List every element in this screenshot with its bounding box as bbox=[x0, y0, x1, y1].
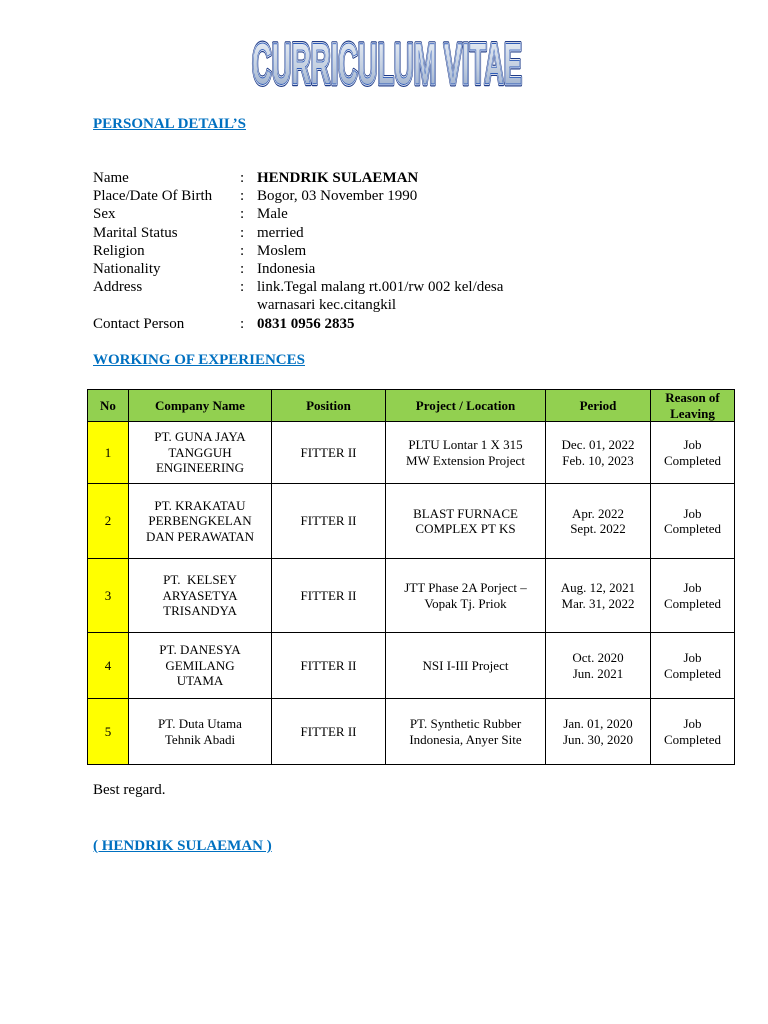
detail-row-birth bbox=[93, 187, 557, 205]
title-outline-outer: CURRICULUM VITAE bbox=[252, 32, 522, 97]
detail-separator: : bbox=[240, 261, 245, 278]
exp-no-cell: 2 bbox=[88, 484, 129, 559]
exp-company-cell: PT. Duta Utama Tehnik Abadi bbox=[129, 699, 272, 765]
personal-details-heading: PERSONAL DETAIL’S bbox=[93, 116, 246, 132]
detail-label: Place/Date Of Birth bbox=[93, 188, 213, 205]
title-outline-inner: CURRICULUM VITAE bbox=[252, 32, 522, 97]
detail-row-religion bbox=[93, 242, 557, 260]
detail-label: Name bbox=[93, 170, 129, 186]
col-header-period: Period bbox=[546, 390, 651, 422]
detail-row-name bbox=[93, 169, 557, 187]
exp-reason-cell: Job Completed bbox=[651, 559, 735, 633]
exp-period-cell: Oct. 2020 Jun. 2021 bbox=[546, 633, 651, 699]
closing-text: Best regard. bbox=[93, 782, 166, 798]
exp-project-cell: BLAST FURNACE COMPLEX PT KS bbox=[386, 484, 546, 559]
detail-label: Address bbox=[93, 279, 143, 296]
exp-position-cell: FITTER II bbox=[272, 559, 386, 633]
detail-row-address bbox=[93, 278, 557, 314]
exp-reason-cell: Job Completed bbox=[651, 699, 735, 765]
cv-title bbox=[248, 32, 532, 97]
exp-position-cell: FITTER II bbox=[272, 633, 386, 699]
detail-row-sex bbox=[93, 205, 557, 223]
detail-row-nationality bbox=[93, 260, 557, 278]
detail-label: Contact Person bbox=[93, 315, 185, 332]
col-header-reason: Reason of Leaving bbox=[651, 390, 735, 422]
exp-reason-cell: Job Completed bbox=[651, 422, 735, 484]
personal-details bbox=[93, 169, 557, 333]
detail-value-name: HENDRIK SULAEMAN bbox=[257, 170, 419, 186]
exp-period-cell: Apr. 2022 Sept. 2022 bbox=[546, 484, 651, 559]
detail-label: Sex bbox=[93, 206, 116, 223]
exp-project-cell: PT. Synthetic Rubber Indonesia, Anyer Site bbox=[386, 699, 546, 765]
exp-position-cell: FITTER II bbox=[272, 422, 386, 484]
exp-company-cell: PT. KRAKATAU PERBENGKELAN DAN PERAWATAN bbox=[129, 484, 272, 559]
detail-value-address: link.Tegal malang rt.001/rw 002 kel/desa warnasari kec.citangkil bbox=[257, 279, 504, 314]
exp-project-cell: NSI I-III Project bbox=[386, 633, 546, 699]
col-header-project: Project / Location bbox=[386, 390, 546, 422]
detail-separator: : bbox=[240, 224, 245, 241]
detail-row-contact bbox=[93, 315, 557, 333]
signature-name: ( HENDRIK SULAEMAN ) bbox=[93, 838, 272, 854]
detail-separator: : bbox=[240, 279, 245, 296]
detail-separator: : bbox=[240, 188, 245, 205]
exp-reason-cell: Job Completed bbox=[651, 484, 735, 559]
detail-value-marital-status: merried bbox=[257, 224, 304, 241]
table-row bbox=[88, 633, 735, 699]
col-header-position: Position bbox=[272, 390, 386, 422]
detail-value-contact: 0831 0956 2835 bbox=[257, 315, 355, 332]
detail-separator: : bbox=[240, 242, 245, 259]
col-header-company: Company Name bbox=[129, 390, 272, 422]
experience-table bbox=[87, 389, 735, 765]
exp-company-cell: PT. GUNA JAYA TANGGUH ENGINEERING bbox=[129, 422, 272, 484]
detail-value-sex: Male bbox=[257, 206, 288, 223]
exp-no-cell: 3 bbox=[88, 559, 129, 633]
col-header-no: No bbox=[88, 390, 129, 422]
exp-no-cell: 5 bbox=[88, 699, 129, 765]
exp-reason-cell: Job Completed bbox=[651, 633, 735, 699]
header-row bbox=[88, 390, 735, 422]
exp-position-cell: FITTER II bbox=[272, 484, 386, 559]
detail-value-religion: Moslem bbox=[257, 242, 307, 259]
exp-company-cell: PT. DANESYA GEMILANG UTAMA bbox=[129, 633, 272, 699]
exp-company-cell: PT. KELSEY ARYASETYA TRISANDYA bbox=[129, 559, 272, 633]
exp-period-cell: Jan. 01, 2020 Jun. 30, 2020 bbox=[546, 699, 651, 765]
detail-row-marital-status bbox=[93, 224, 557, 242]
exp-period-cell: Dec. 01, 2022 Feb. 10, 2023 bbox=[546, 422, 651, 484]
exp-no-cell: 1 bbox=[88, 422, 129, 484]
detail-separator: : bbox=[240, 206, 245, 223]
detail-value-birth: Bogor, 03 November 1990 bbox=[257, 188, 418, 205]
detail-separator: : bbox=[240, 315, 245, 332]
experience-table-body bbox=[88, 422, 735, 765]
exp-no-cell: 4 bbox=[88, 633, 129, 699]
table-row bbox=[88, 699, 735, 765]
detail-separator: : bbox=[240, 170, 245, 186]
title-text: CURRICULUM VITAE bbox=[252, 32, 522, 97]
detail-value-nationality: Indonesia bbox=[257, 261, 316, 278]
table-row bbox=[88, 422, 735, 484]
work-experience-heading: WORKING OF EXPERIENCES bbox=[93, 352, 305, 368]
experience-table-header bbox=[88, 390, 735, 422]
exp-position-cell: FITTER II bbox=[272, 699, 386, 765]
exp-project-cell: PLTU Lontar 1 X 315 MW Extension Project bbox=[386, 422, 546, 484]
detail-label: Marital Status bbox=[93, 224, 178, 241]
detail-label: Religion bbox=[93, 242, 145, 259]
table-row bbox=[88, 559, 735, 633]
exp-period-cell: Aug. 12, 2021 Mar. 31, 2022 bbox=[546, 559, 651, 633]
exp-project-cell: JTT Phase 2A Porject – Vopak Tj. Priok bbox=[386, 559, 546, 633]
detail-label: Nationality bbox=[93, 261, 161, 278]
table-row bbox=[88, 484, 735, 559]
